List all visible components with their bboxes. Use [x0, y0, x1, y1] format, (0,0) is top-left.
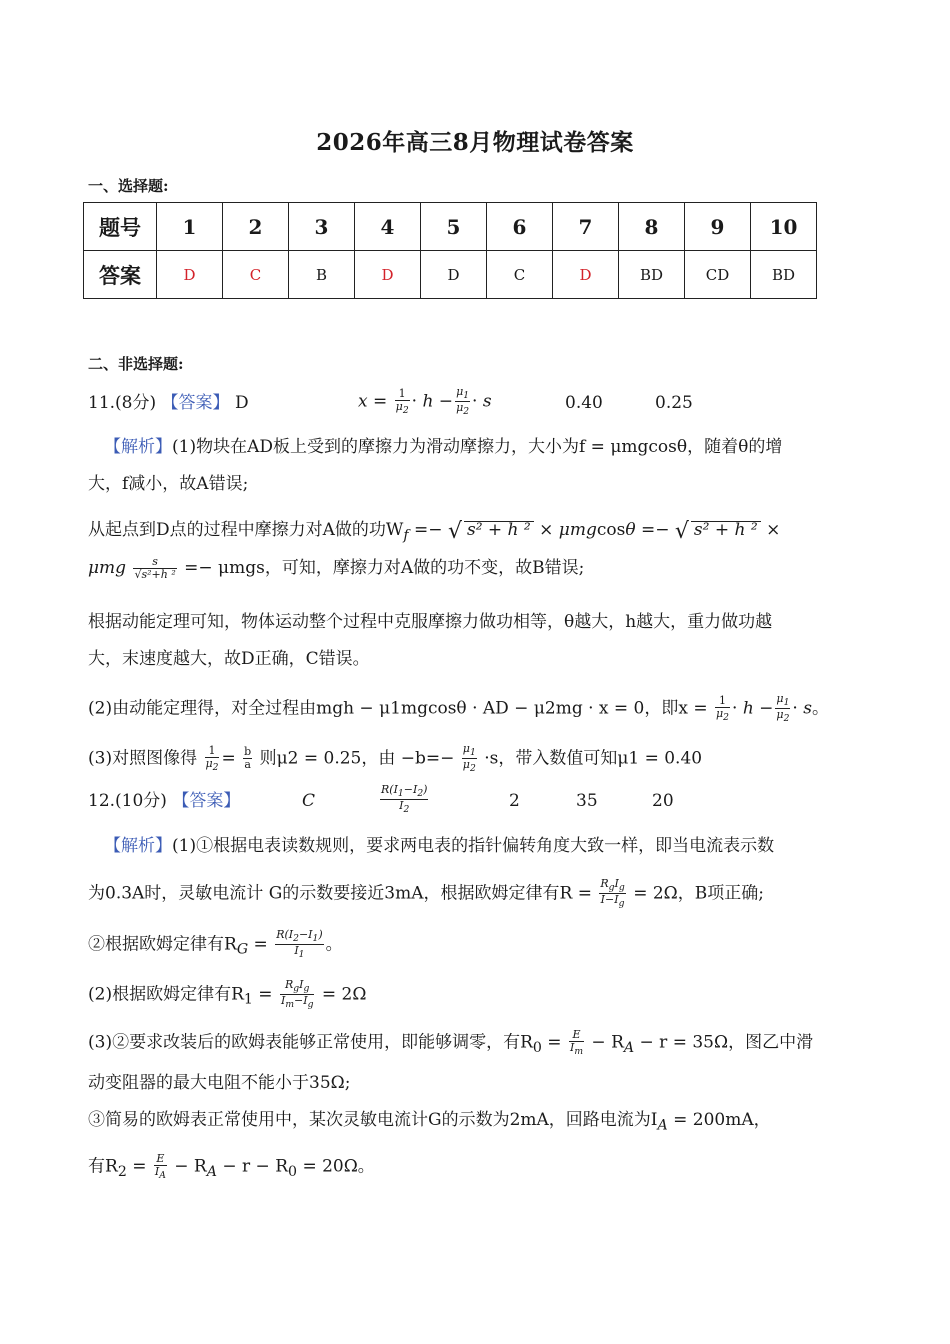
q12-r0-text: (3)②要求改装后的欧姆表能够正常使用，即能够调零，有R	[88, 1032, 533, 1053]
q11-graph-text-3: ·s，带入数值可知μ1 = 0.40	[484, 748, 703, 769]
answer-cell: BD	[751, 251, 817, 299]
question-number: 9	[685, 203, 751, 251]
q12-answer-1: C	[302, 791, 316, 811]
answer-cell: BD	[619, 251, 685, 299]
q12-r0-result: − r = 35Ω，图乙中滑	[639, 1032, 814, 1053]
q12-analysis-line-8: 有$R_2$ = $\frac{E}{I_A}$ − $R_A - r - R_0 = 20\Omega$。	[88, 1152, 375, 1182]
q12-ohm-result: = 2Ω，B项正确;	[633, 883, 764, 904]
q11-answer-line	[88, 395, 249, 412]
q11-value-2: 0.25	[655, 393, 693, 413]
answer-cell: C	[223, 251, 289, 299]
answer-cell: D	[157, 251, 223, 299]
q12-r1-text: (2)根据欧姆定律有R	[88, 984, 244, 1005]
q11-number: 11.(8分)	[88, 393, 157, 413]
q12-value-2: 35	[576, 791, 598, 811]
q12-number: 12.(10分)	[88, 791, 167, 811]
q12-analysis-line-6: 动变阻器的最大电阻不能小于35Ω;	[88, 1073, 351, 1093]
page-title: 2026年高三8月物理试卷答案	[316, 129, 634, 156]
question-number-row	[84, 203, 817, 251]
q11-graph-text-2: 则μ2 = 0.25，由 −b=−	[259, 748, 455, 769]
question-number: 10	[751, 203, 817, 251]
q11-analysis-line-5: 根据动能定理可知，物体运动整个过程中克服摩擦力做功相等，θ越大，h越大，重力做功越	[88, 612, 773, 632]
q12-formula: $\frac{R(I_1-I_2)}{I_2}$	[381, 783, 428, 816]
answer-cell: C	[487, 251, 553, 299]
section-free-response-heading: 二、非选择题:	[88, 355, 184, 373]
q11-analysis-line-4: μmg $\frac{s}{\text{√s²+h ²}}$ =− μmgs，可知，摩擦力对A做的功不变，故B错误;	[88, 555, 585, 582]
q11-value-1: 0.40	[565, 393, 603, 413]
question-number: 7	[553, 203, 619, 251]
q11-graph-text: (3)对照图像得	[88, 748, 198, 769]
q11-analysis-tag: 【解析】	[104, 437, 172, 457]
q12-analysis-line-4: (2)根据欧姆定律有$R_1$ = $\frac{R_gI_g}{I_m-I_g}$ = 2Ω	[88, 978, 367, 1011]
q11-energy-text: (2)由动能定理得，对全过程由mgh − μ1mgcosθ · AD − μ2mg · x = 0，即x =	[88, 698, 708, 719]
q12-current-text: ③简易的欧姆表正常使用中，某次灵敏电流计G的示数为2mA，回路电流为I	[88, 1110, 658, 1130]
q11-answer-1: D	[234, 393, 249, 413]
answer-table	[83, 202, 817, 299]
q11-analysis-line-1	[104, 439, 782, 456]
answer-cell: D	[355, 251, 421, 299]
q12-analysis-tag: 【解析】	[104, 836, 172, 856]
q11-analysis-line-6: 大，末速度越大，故D正确，C错误。	[88, 649, 370, 669]
row-header-answer: 答案	[84, 251, 157, 299]
q12-r0-text-2: − R	[591, 1032, 624, 1053]
q12-r2-text: 有R	[88, 1156, 118, 1177]
row-header-question: 题号	[84, 203, 157, 251]
q12-analysis-line-2: 为0.3A时，灵敏电流计 G的示数要接近3mA，根据欧姆定律有R = $\frac{R_gI_g}{I-I_g}$ = 2Ω，B项正确;	[88, 877, 764, 910]
question-number: 1	[157, 203, 223, 251]
q12-value-1: 2	[509, 791, 520, 811]
question-number: 8	[619, 203, 685, 251]
q11-analysis-line-7: (2)由动能定理得，对全过程由mgh − μ1mgcosθ · AD − μ2mg · x = 0，即x = $\frac{1}{\mu_2}$ · h − $\frac{\mu_1}{\mu_2}$ · s。	[88, 692, 829, 725]
q12-r1-result: = 2Ω	[321, 984, 367, 1005]
answer-cell: CD	[685, 251, 751, 299]
answer-cell: B	[289, 251, 355, 299]
q12-rg-text: ②根据欧姆定律有R	[88, 934, 237, 955]
q11-formula: x = $\frac{1}{\mu_2}$ · h − $\frac{\mu_1}{\mu_2}$ · s	[358, 385, 492, 418]
question-number: 6	[487, 203, 553, 251]
answer-cell: D	[553, 251, 619, 299]
question-number: 4	[355, 203, 421, 251]
q11-analysis-line-3: 从起点到D点的过程中摩擦力对A做的功$W_f$ =− √ s² + h ² × μmgcosθ =− √ s² + h ² ×	[88, 519, 781, 544]
q12-analysis-line-3: ②根据欧姆定律有$R_G$ = $\frac{R(I_2-I_1)}{I_1}$ 。	[88, 928, 343, 961]
q12-analysis-line-1	[104, 838, 774, 855]
q12-r2-result: = 20Ω。	[302, 1156, 375, 1177]
section-multiple-choice-heading: 一、选择题:	[88, 177, 169, 195]
q12-value-3: 20	[652, 791, 674, 811]
q12-r2-text-2: − r − R	[222, 1156, 289, 1177]
q12-analysis-text: (1)①根据电表读数规则，要求两电表的指针偏转角度大致一样，即当电流表示数	[172, 836, 775, 856]
q12-ohm-text: 为0.3A时，灵敏电流计 G的示数要接近3mA，根据欧姆定律有R =	[88, 883, 592, 904]
q11-work-conclusion: =− μmgs，可知，摩擦力对A做的功不变，故B错误;	[184, 558, 585, 579]
q11-answer-tag: 【答案】	[161, 393, 230, 413]
question-number: 5	[421, 203, 487, 251]
q12-current-value: = 200mA，	[673, 1110, 771, 1130]
question-number: 2	[223, 203, 289, 251]
answer-row	[84, 251, 817, 299]
q11-analysis-line-2: 大，f减小，故A错误;	[88, 474, 249, 494]
q11-analysis-line-8: (3)对照图像得 $\frac{1}{\mu_2}$ = $\frac{b}{a}$ 则μ2 = 0.25，由 −b=− $\frac{\mu_1}{\mu_2}$ ·s，带入数值可知μ1 = 0.40	[88, 742, 703, 775]
q12-answer-tag: 【答案】	[172, 791, 241, 811]
q11-work-text: 从起点到D点的过程中摩擦力对A做的功W	[88, 520, 404, 540]
q12-analysis-line-5: (3)②要求改装后的欧姆表能够正常使用，即能够调零，有$R_0$ = $\frac{E}{I_m}$ − $R_A - r = 35\Omega$，图乙中滑	[88, 1028, 814, 1058]
question-number: 3	[289, 203, 355, 251]
answer-cell: D	[421, 251, 487, 299]
q12-answer-line	[88, 793, 240, 810]
q11-analysis-text: (1)物块在AD板上受到的摩擦力为滑动摩擦力，大小为f = μmgcosθ，随着θ的增	[172, 437, 783, 457]
q12-analysis-line-7: ③简易的欧姆表正常使用中，某次灵敏电流计G的示数为2mA，回路电流为$I_A = 200mA$，	[88, 1110, 771, 1134]
